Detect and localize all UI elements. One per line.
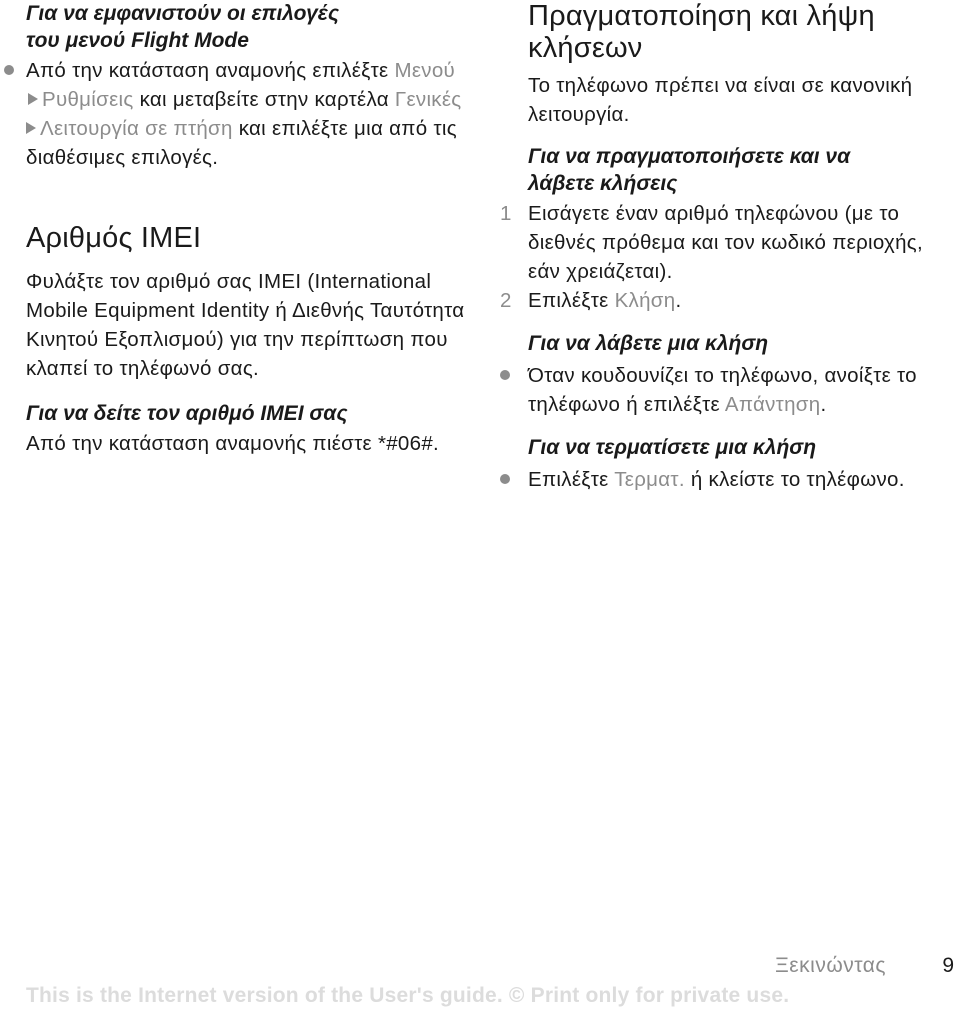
step-end: .	[675, 289, 682, 312]
page-number: 9	[942, 954, 954, 977]
step-item	[500, 199, 956, 286]
call-softkey-label: Κλήση	[614, 289, 676, 312]
settings-label: Ρυθμίσεις	[42, 88, 134, 111]
bullet-icon	[500, 370, 510, 380]
bullet-icon	[4, 65, 14, 75]
end-call-instruction	[500, 465, 956, 494]
receive-call-heading: Για να λάβετε μια κλήση	[528, 332, 769, 355]
flight-mode-text-3: και επιλέξτε μια από τις διαθέσιμες επιλογές.	[26, 117, 457, 169]
answer-softkey-label: Απάντηση	[724, 393, 821, 416]
imei-body: Φυλάξτε τον αριθμό σας IMEI (International Mobile Equipment Identity ή Διεθνής Ταυτότητα Κινητού Εξοπλισμού) για την περίπτωση που κλαπεί το τηλέφωνό σας.	[26, 270, 465, 380]
view-imei-heading: Για να δείτε τον αριθμό IMEI σας	[26, 402, 348, 425]
step-number: 1	[500, 202, 512, 225]
end-call-text-2: ή κλείστε το τηλέφωνο.	[684, 468, 905, 491]
general-tab-label: Γενικές	[394, 88, 462, 111]
end-softkey-label: Τερματ.	[614, 468, 685, 491]
arrow-right-icon	[26, 122, 36, 134]
arrow-right-icon	[28, 93, 38, 105]
step-text: Εισάγετε έναν αριθμό τηλεφώνου (με το διεθνές πρόθεμα και τον κωδικό περιοχής, εάν χρειάζεται).	[528, 202, 923, 283]
flight-mode-text-2: και μεταβείτε στην καρτέλα	[133, 88, 395, 111]
make-call-heading-line2: λάβετε κλήσεις	[528, 172, 678, 195]
end-call-text-1: Επιλέξτε	[528, 468, 615, 491]
calls-steps	[500, 199, 956, 494]
flight-mode-menu-label: Λειτουργία σε πτήση	[40, 117, 233, 140]
flight-mode-text-1: Από την κατάσταση αναμονής επιλέξτε	[26, 59, 395, 82]
calls-intro: Το τηλέφωνο πρέπει να είναι σε κανονική λειτουργία.	[528, 74, 913, 126]
step-item	[500, 286, 956, 315]
flight-mode-section	[26, 0, 466, 172]
receive-end: .	[820, 393, 827, 416]
step-text: Επιλέξτε	[528, 289, 615, 312]
calls-title	[528, 0, 958, 64]
receive-call-instruction	[500, 361, 956, 419]
flight-mode-heading-line2: του μενού Flight Mode	[26, 29, 249, 52]
bullet-icon	[500, 474, 510, 484]
footer-section-name: Ξεκινώντας	[775, 954, 886, 977]
view-imei-body: Από την κατάσταση αναμονής πιέστε *#06#.	[26, 432, 440, 455]
footer-notice: This is the Internet version of the User's guide. © Print only for private use.	[26, 984, 790, 1007]
flight-mode-heading-line1: Για να εμφανιστούν οι επιλογές	[26, 2, 340, 25]
flight-mode-instruction	[26, 56, 466, 172]
calls-title-block	[528, 0, 958, 197]
receive-call-text: Όταν κουδουνίζει το τηλέφωνο, ανοίξτε το τηλέφωνο ή επιλέξτε	[528, 364, 917, 416]
calls-title-line2: κλήσεων	[528, 32, 643, 64]
end-call-heading: Για να τερματίσετε μια κλήση	[528, 436, 817, 459]
make-call-heading-line1: Για να πραγματοποιήσετε και να	[528, 145, 851, 168]
menu-label: Μενού	[394, 59, 456, 82]
imei-title: Αριθμός IMEI	[26, 222, 202, 254]
flight-mode-heading	[26, 0, 466, 54]
imei-section	[26, 222, 466, 458]
make-call-heading	[528, 143, 958, 197]
step-number: 2	[500, 289, 512, 312]
calls-title-line1: Πραγματοποίηση και λήψη	[528, 0, 875, 32]
